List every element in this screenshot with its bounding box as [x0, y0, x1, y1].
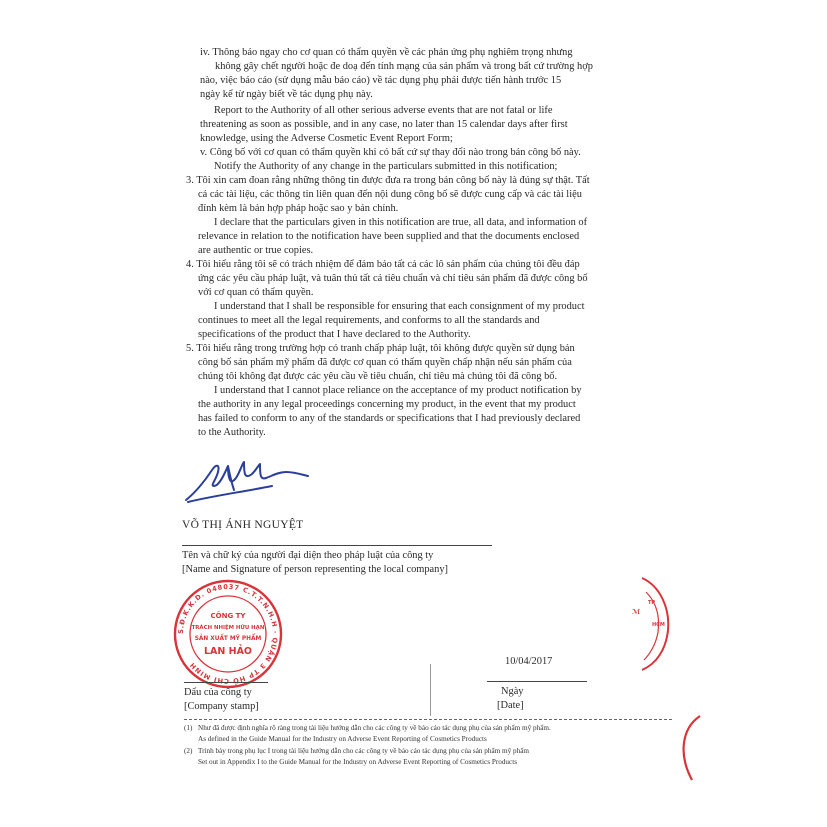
date-label-vi: Ngày: [501, 686, 524, 697]
handwritten-signature: [182, 456, 312, 506]
svg-text:ℳ: ℳ: [632, 608, 641, 616]
item-iv-vi-line-2: không gây chết người hoặc đe doạ đến tính mạng của sản phẩm và trong bất cứ trường hợp: [215, 61, 593, 72]
date-label-en: [Date]: [497, 700, 524, 711]
company-seal: [172, 578, 284, 690]
para-5-vi-line-1: 5. Tôi hiểu rằng trong trường hợp có tranh chấp pháp luật, tôi không được quyền sử dụng bản: [186, 343, 575, 354]
para-5-en-line-4: to the Authority.: [198, 427, 266, 438]
date-value: 10/04/2017: [505, 656, 553, 667]
para-3-en-line-3: are authentic or true copies.: [198, 245, 314, 256]
signature-line: [182, 545, 492, 546]
para-4-en-line-2: continues to meet all the legal requirements, and conforms to all the standards and: [198, 315, 540, 326]
item-iv-vi-line-3: nào, việc báo cáo (sử dụng mẫu báo cáo) về tác dụng phụ phải được tiến hành trước 15: [200, 75, 562, 86]
para-3-vi-line-3: đính kèm là bản hợp pháp hoặc sao y bản chính.: [198, 203, 399, 214]
svg-text:CÔNG TY: CÔNG TY: [210, 612, 246, 620]
para-3-vi-line-1: 3. Tôi xin cam đoan rằng những thông tin được đưa ra trong bản công bố này là đúng sự thật. Tất: [186, 175, 590, 186]
company-stamp-label-vi: Dấu của công ty: [184, 687, 252, 698]
stamp-fragment-right: [612, 574, 672, 674]
footnote-2-mark: (2): [184, 747, 193, 755]
para-3-vi-line-2: cả các tài liệu, các thông tin liên quan đến nội dung công bố sẽ được cung cấp và các tài liệu: [198, 189, 582, 200]
date-line: [487, 681, 587, 682]
footnote-1-vi: Như đã được định nghĩa rõ ràng trong tài liệu hướng dẫn cho các công ty về báo cáo tác dụng phụ của sản phẩm mỹ phẩm.: [198, 724, 551, 732]
footnote-1-en: As defined in the Guide Manual for the Industry on Adverse Event Reporting of Cosmetics Products: [198, 735, 487, 743]
item-iv-en-line-3: knowledge, using the Adverse Cosmetic Event Report Form;: [200, 133, 453, 144]
para-3-en-line-2: relevance in relation to the notification have been supplied and that the documents enclosed: [198, 231, 580, 242]
signer-name: VÕ THỊ ÁNH NGUYỆT: [182, 519, 304, 531]
footnote-2-vi: Trình bày trong phụ lục I trong tài liệu hướng dẫn cho các công ty về báo cáo tác dụng phụ của sản phẩm mỹ phẩm: [198, 747, 529, 755]
company-stamp-label-en: [Company stamp]: [184, 701, 259, 712]
item-iv-vi-line-1: iv. Thông báo ngay cho cơ quan có thẩm quyền về các phản ứng phụ nghiêm trọng nhưng: [200, 47, 573, 58]
para-4-en-line-1: I understand that I shall be responsible for ensuring that each consignment of my product: [214, 301, 585, 312]
para-4-vi-line-3: với cơ quan có thẩm quyền.: [198, 287, 314, 298]
svg-text:TRÁCH NHIỆM HỮU HẠN: TRÁCH NHIỆM HỮU HẠN: [191, 625, 265, 631]
item-iv-en-line-1: Report to the Authority of all other serious adverse events that are not fatal or life: [214, 105, 553, 116]
stamp-date-divider: [430, 664, 431, 716]
svg-text:SẢN XUẤT MỸ PHẨM: SẢN XUẤT MỸ PHẨM: [194, 636, 262, 642]
svg-text:S.Đ.K.K.D. 048037 C.T.T.N.H.H: S.Đ.K.K.D. 048037 C.T.T.N.H.H · QUẬN 3 TP HỒ CHÍ MINH: [176, 582, 280, 686]
para-5-vi-line-2: công bố sản phẩm mỹ phẩm đã được cơ quan có thẩm quyền chấp nhận nếu sản phẩm của: [198, 357, 572, 368]
para-5-en-line-3: has failed to conform to any of the standards or specifications that I had previously declared: [198, 413, 581, 424]
svg-text:HCM: HCM: [652, 622, 665, 628]
footnote-separator: [184, 719, 672, 720]
item-iv-en-line-2: threatening as soon as possible, and in any case, no later than 15 calendar days after first: [200, 119, 568, 130]
svg-text:LAN HẢO: LAN HẢO: [203, 646, 253, 657]
para-5-en-line-2: the authority in any legal proceedings concerning my product, in the event that my product: [198, 399, 576, 410]
item-v-vi: v. Công bố với cơ quan có thẩm quyền khi có bất cứ sự thay đổi nào trong bản công bố này.: [200, 147, 581, 158]
signer-caption-vi: Tên và chữ ký của người đại diện theo pháp luật của công ty: [182, 550, 434, 561]
para-4-en-line-3: specifications of the product that I have declared to the Authority.: [198, 329, 471, 340]
footnote-2-en: Set out in Appendix I to the Guide Manual for the Industry on Adverse Event Reporting of Cosmetics Products: [198, 758, 517, 766]
company-stamp-line: [184, 682, 268, 683]
item-iv-vi-line-4: ngày kể từ ngày biết về tác dụng phụ này.: [200, 89, 373, 100]
para-4-vi-line-2: ứng các yêu cầu pháp luật, và tuân thủ tất cả tiêu chuẩn và chỉ tiêu sản phẩm đã được công bố: [198, 273, 588, 284]
svg-text:TP: TP: [648, 600, 656, 606]
stamp-fragment-edge: [676, 714, 706, 784]
footnote-1-mark: (1): [184, 724, 193, 732]
para-4-vi-line-1: 4. Tôi hiểu rằng tôi sẽ có trách nhiệm để đảm bảo tất cả các lô sản phẩm của chúng tôi đều đáp: [186, 259, 580, 270]
signer-caption-en: [Name and Signature of person representing the local company]: [182, 564, 449, 575]
para-5-en-line-1: I understand that I cannot place reliance on the acceptance of my product notification by: [214, 385, 582, 396]
item-v-en: Notify the Authority of any change in the particulars submitted in this notification;: [214, 161, 558, 172]
para-5-vi-line-3: chúng tôi không đạt được các yêu cầu về tiêu chuẩn, chỉ tiêu mà chúng tôi đã công bố.: [198, 371, 558, 382]
para-3-en-line-1: I declare that the particulars given in this notification are true, all data, and information of: [214, 217, 588, 228]
